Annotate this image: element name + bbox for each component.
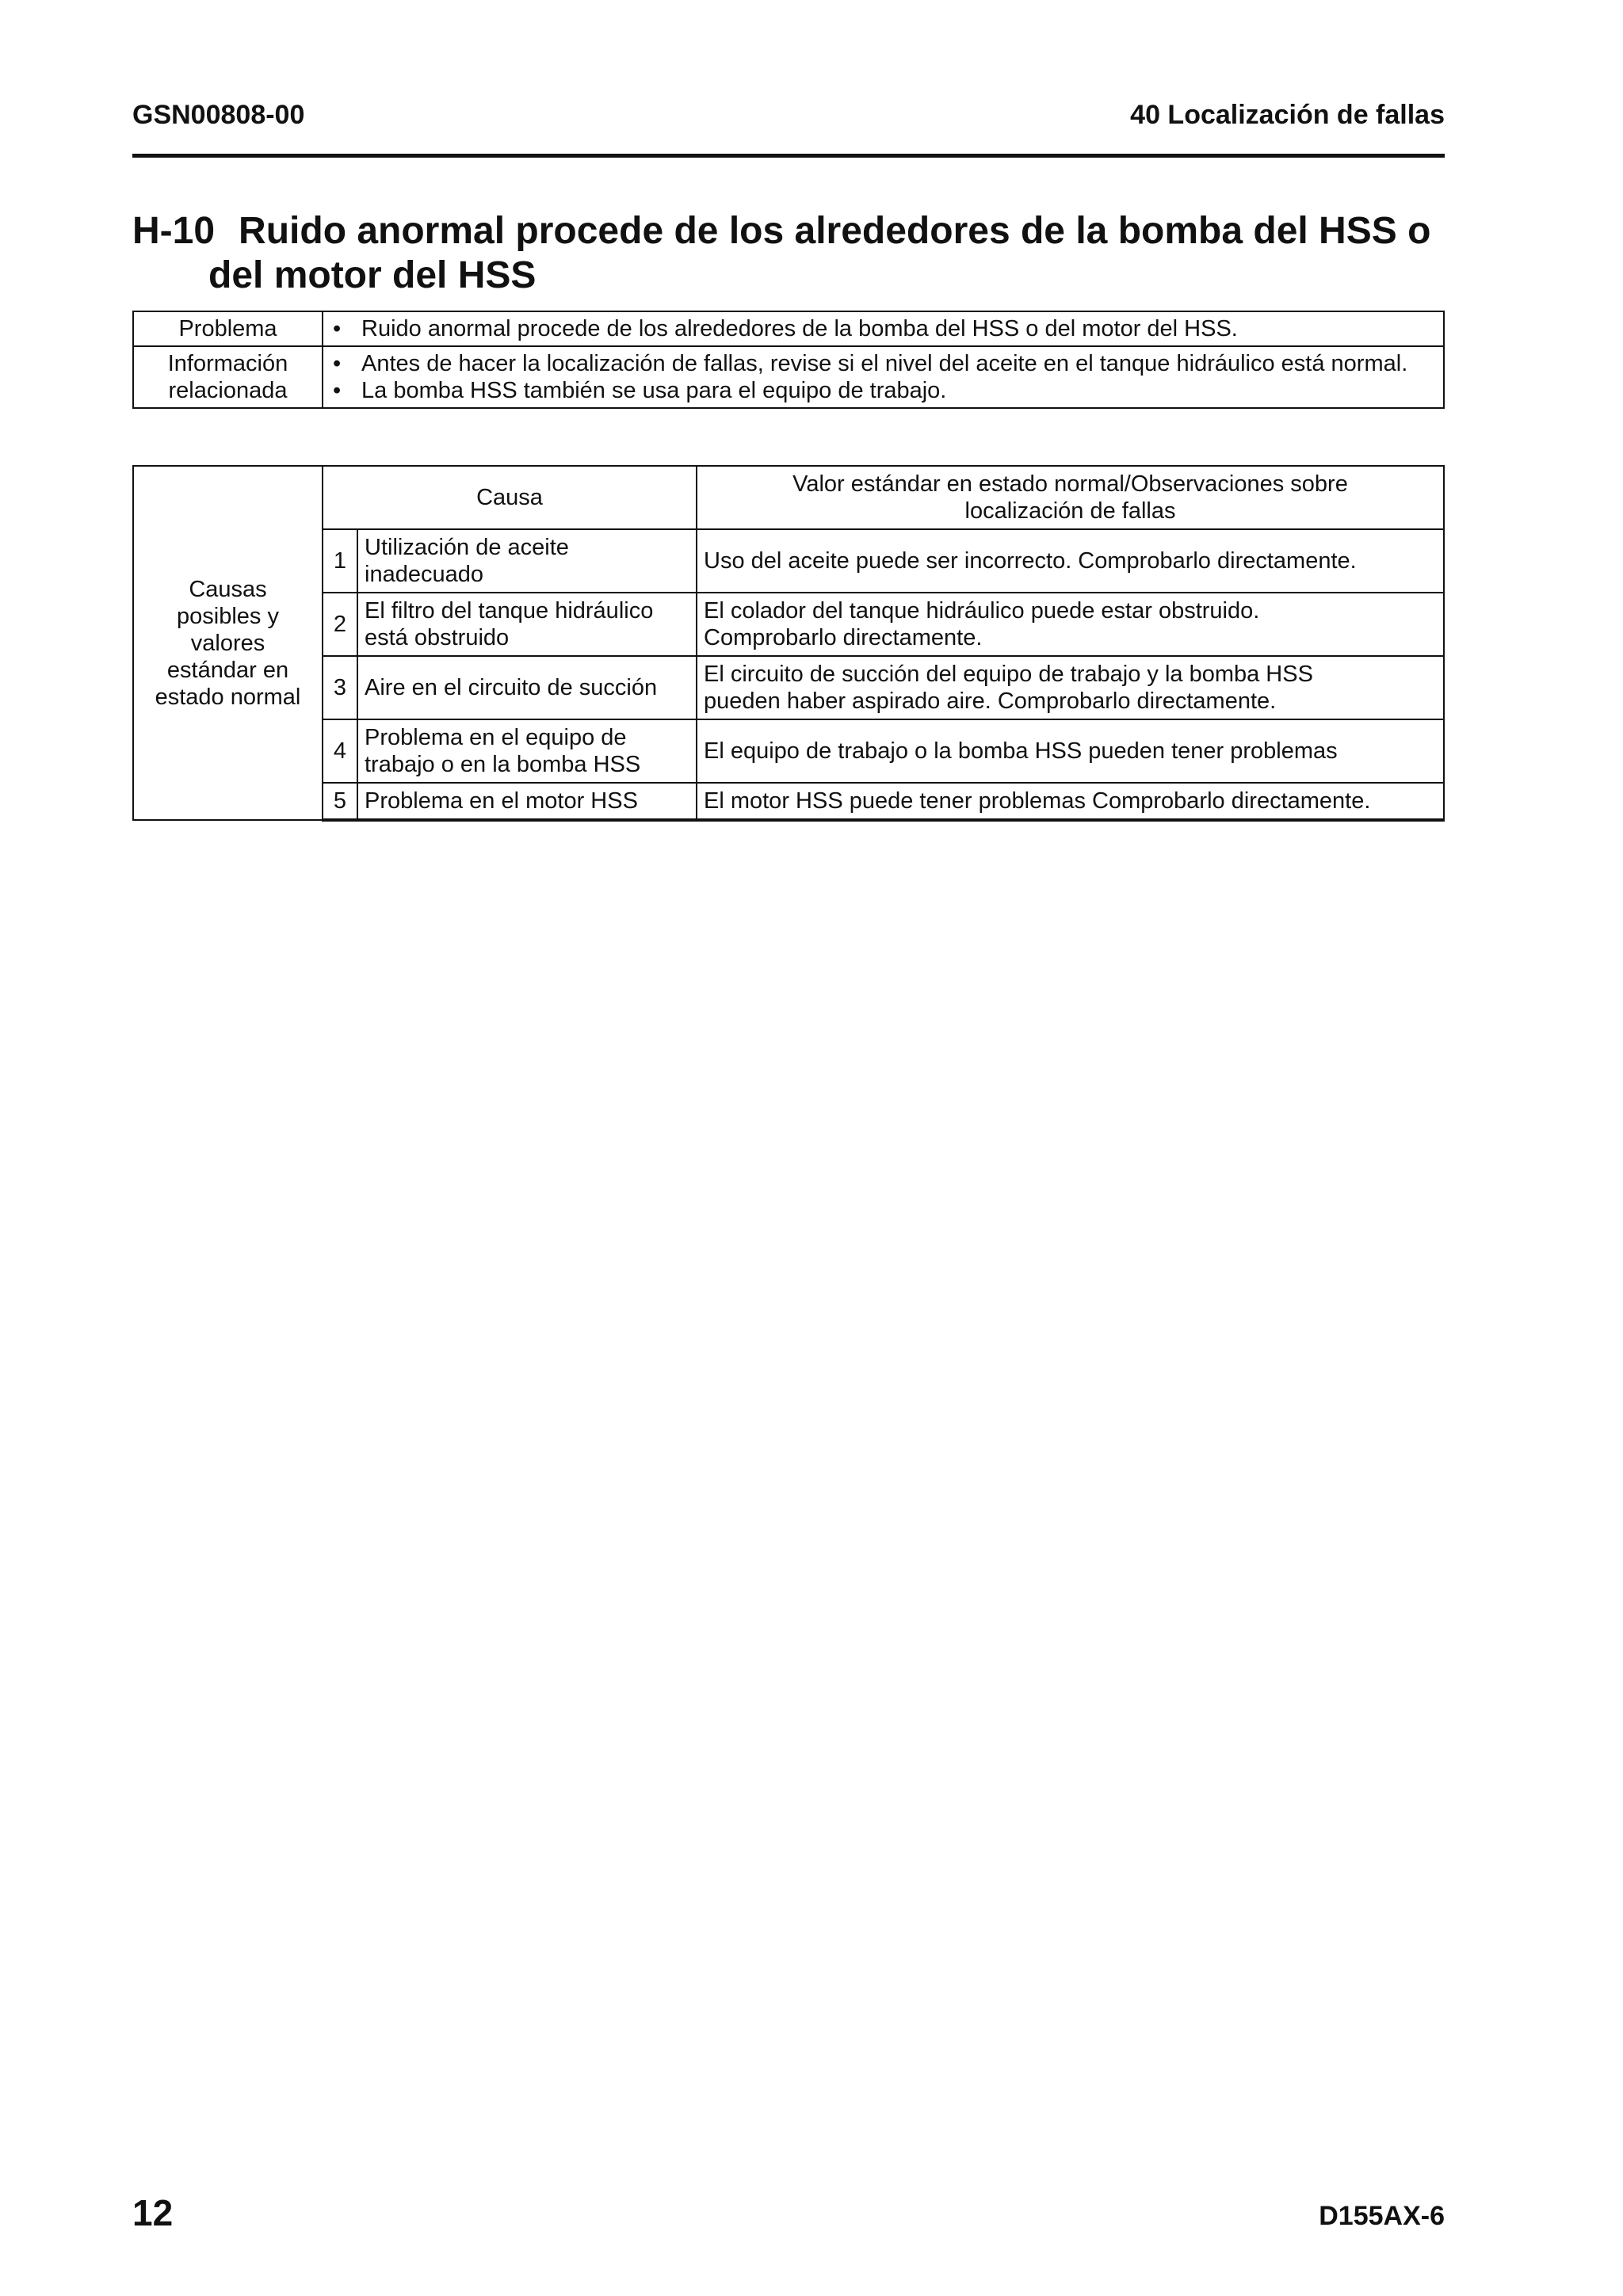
title-code: H-10: [132, 210, 216, 252]
page-header: [132, 98, 1445, 158]
related-info-row: [133, 346, 1444, 408]
title-line-2: del motor del HSS: [208, 254, 537, 296]
related-info-label: [133, 346, 323, 408]
cause-line: está obstruido: [365, 625, 510, 650]
cause-row: [133, 656, 1444, 719]
cause-line: Problema en el equipo de: [365, 725, 627, 750]
section-name: 40 Localización de fallas: [1130, 100, 1445, 130]
cause-line: Utilización de aceite: [365, 535, 569, 560]
value-line: El motor HSS puede tener problemas Comprobarlo directamente.: [704, 788, 1371, 814]
causes-side-label: [133, 466, 323, 820]
value-cell: [697, 529, 1444, 593]
cause-number: 5: [323, 783, 357, 820]
value-header-line-2: localización de fallas: [964, 498, 1176, 524]
value-line: El circuito de succión del equipo de trabajo y la bomba HSS: [704, 662, 1313, 687]
value-line: pueden haber aspirado aire. Comprobarlo directamente.: [704, 688, 1277, 714]
related-item: • Antes de hacer la localización de fallas, revise si el nivel del aceite en el tanque hidráulico está normal.: [330, 350, 1437, 377]
cause-line: Problema en el motor HSS: [365, 788, 638, 814]
cause-row: [133, 719, 1444, 783]
value-cell: [697, 593, 1444, 656]
related-info-cell: [323, 346, 1444, 408]
cause-line: El filtro del tanque hidráulico: [365, 598, 654, 624]
related-label-line-2: relacionada: [168, 378, 288, 403]
cause-cell: [357, 719, 697, 783]
cause-number: 2: [323, 593, 357, 656]
cause-cell: [357, 593, 697, 656]
document-code: GSN00808-00: [132, 100, 305, 130]
value-cell: [697, 656, 1444, 719]
problem-text: • Ruido anormal procede de los alrededores de la bomba del HSS o del motor del HSS.: [330, 315, 1437, 342]
side-label-line: estado normal: [155, 684, 301, 710]
cause-line: trabajo o en la bomba HSS: [365, 752, 641, 777]
cause-cell: [357, 656, 697, 719]
cause-row: [133, 593, 1444, 656]
causes-table: [132, 465, 1445, 822]
side-label-line: posibles y: [177, 603, 279, 629]
side-label-line: valores: [190, 630, 265, 656]
value-cell: [697, 719, 1444, 783]
page-title: [132, 209, 1448, 298]
cause-cell: [357, 529, 697, 593]
cause-number: 1: [323, 529, 357, 593]
value-column-header: [697, 466, 1444, 529]
value-line: El equipo de trabajo o la bomba HSS pueden tener problemas: [704, 738, 1338, 764]
cause-line: Aire en el circuito de succión: [365, 675, 658, 700]
value-line: Uso del aceite puede ser incorrecto. Comprobarlo directamente.: [704, 548, 1357, 574]
side-label-line: Causas: [189, 576, 267, 602]
page-number: 12: [132, 2192, 174, 2233]
cause-number: 4: [323, 719, 357, 783]
value-header-line-1: Valor estándar en estado normal/Observaciones sobre: [792, 471, 1348, 497]
value-cell: [697, 783, 1444, 820]
title-line-1: Ruido anormal procede de los alrededores de la bomba del HSS o: [239, 210, 1431, 252]
model-code: D155AX-6: [1319, 2201, 1445, 2231]
cause-column-header: Causa: [323, 466, 697, 529]
related-item: • La bomba HSS también se usa para el equipo de trabajo.: [330, 377, 1437, 404]
side-label-line: estándar en: [166, 657, 289, 683]
problem-row: [133, 311, 1444, 346]
value-line: Comprobarlo directamente.: [704, 625, 983, 650]
cause-row: [133, 783, 1444, 820]
related-label-line-1: Información: [167, 351, 288, 376]
cause-cell: [357, 783, 697, 820]
problem-label: Problema: [133, 311, 323, 346]
value-line: El colador del tanque hidráulico puede estar obstruido.: [704, 598, 1260, 624]
cause-row: [133, 529, 1444, 593]
problem-cell: [323, 311, 1444, 346]
causes-header-row: [133, 466, 1444, 529]
cause-number: 3: [323, 656, 357, 719]
cause-line: inadecuado: [365, 562, 483, 587]
problem-info-table: [132, 311, 1445, 409]
